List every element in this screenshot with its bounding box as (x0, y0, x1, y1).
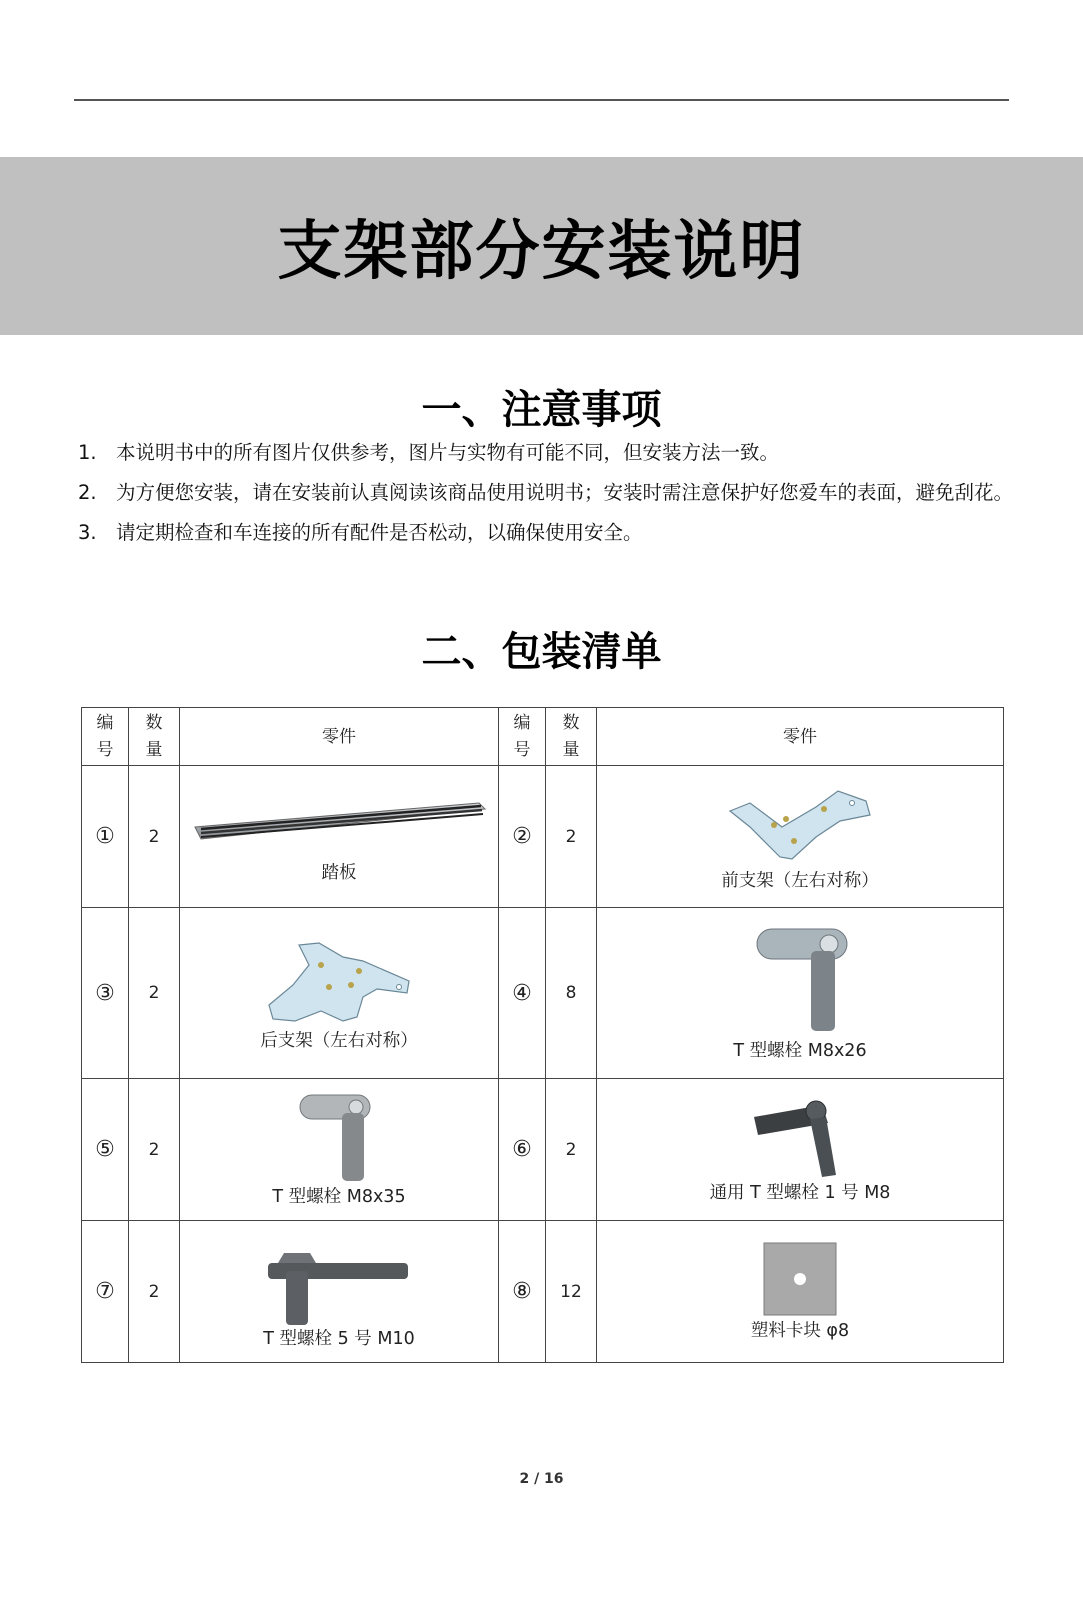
universal-t-bolt-image (750, 1095, 850, 1179)
header-rule (74, 99, 1009, 101)
table-header-row (82, 708, 1004, 766)
table-row (82, 766, 1004, 908)
item-part (597, 1079, 1004, 1221)
item-quantity: 2 (129, 766, 180, 908)
item-quantity: 2 (129, 1221, 180, 1363)
part-name: T 型螺栓 M8x26 (733, 1040, 867, 1061)
notes-list (78, 433, 1018, 553)
item-quantity: 2 (546, 1079, 597, 1221)
table-row (82, 1221, 1004, 1363)
item-quantity: 8 (546, 908, 597, 1079)
item-part (597, 1221, 1004, 1363)
page-number: 2 / 16 (519, 1471, 564, 1487)
item-part (597, 766, 1004, 908)
packing-list-table (81, 707, 1004, 1363)
page-title: 支架部分安装说明 (277, 215, 806, 289)
footboard-image (189, 789, 489, 859)
item-index: ③ (82, 908, 129, 1079)
header-part: 零件 (597, 708, 1004, 766)
header-quantity: 数 量 (546, 708, 597, 766)
section-heading-notes: 一、注意事项 (421, 387, 662, 433)
part-name: 通用 T 型螺栓 1 号 M8 (709, 1183, 891, 1203)
item-part (180, 908, 499, 1079)
part-name: T 型螺栓 M8x35 (272, 1187, 406, 1207)
item-index: ⑧ (499, 1221, 546, 1363)
t-bolt-m8x35-image (294, 1091, 384, 1183)
header-quantity: 数 量 (129, 708, 180, 766)
item-quantity: 2 (546, 766, 597, 908)
note-item: 2. 为方便您安装，请在安装前认真阅读该商品使用说明书；安装时需注意保护好您爱车的表面，避免刮花。 (78, 481, 1014, 504)
part-name: 踏板 (321, 863, 357, 883)
item-quantity: 2 (129, 908, 180, 1079)
item-quantity: 12 (546, 1221, 597, 1363)
section-heading-packing-list: 二、包装清单 (421, 629, 662, 675)
item-index: ④ (499, 908, 546, 1079)
item-index: ⑥ (499, 1079, 546, 1221)
front-bracket-image (720, 781, 880, 867)
part-name: 前支架（左右对称） (721, 871, 879, 891)
rear-bracket-image (259, 935, 419, 1027)
part-name: 后支架（左右对称） (260, 1030, 418, 1051)
t-bolt-m8x26-image (745, 925, 855, 1037)
item-quantity: 2 (129, 1079, 180, 1221)
item-index: ① (82, 766, 129, 908)
item-part (597, 908, 1004, 1079)
item-index: ⑤ (82, 1079, 129, 1221)
part-name: 塑料卡块 φ8 (750, 1321, 850, 1341)
t-bolt-m10-image (264, 1233, 414, 1325)
item-part (180, 1079, 499, 1221)
note-item: 3. 请定期检查和车连接的所有配件是否松动，以确保使用安全。 (78, 521, 643, 544)
note-item: 1. 本说明书中的所有图片仅供参考，图片与实物有可能不同，但安装方法一致。 (78, 441, 780, 464)
item-index: ② (499, 766, 546, 908)
table-row (82, 1079, 1004, 1221)
plastic-clip-image (762, 1241, 838, 1317)
item-part (180, 766, 499, 908)
part-name: T 型螺栓 5 号 M10 (263, 1329, 415, 1349)
table-row (82, 908, 1004, 1079)
header-part: 零件 (180, 708, 499, 766)
item-index: ⑦ (82, 1221, 129, 1363)
header-index: 编 号 (82, 708, 129, 766)
header-index: 编 号 (499, 708, 546, 766)
item-part (180, 1221, 499, 1363)
title-banner (0, 157, 1083, 335)
